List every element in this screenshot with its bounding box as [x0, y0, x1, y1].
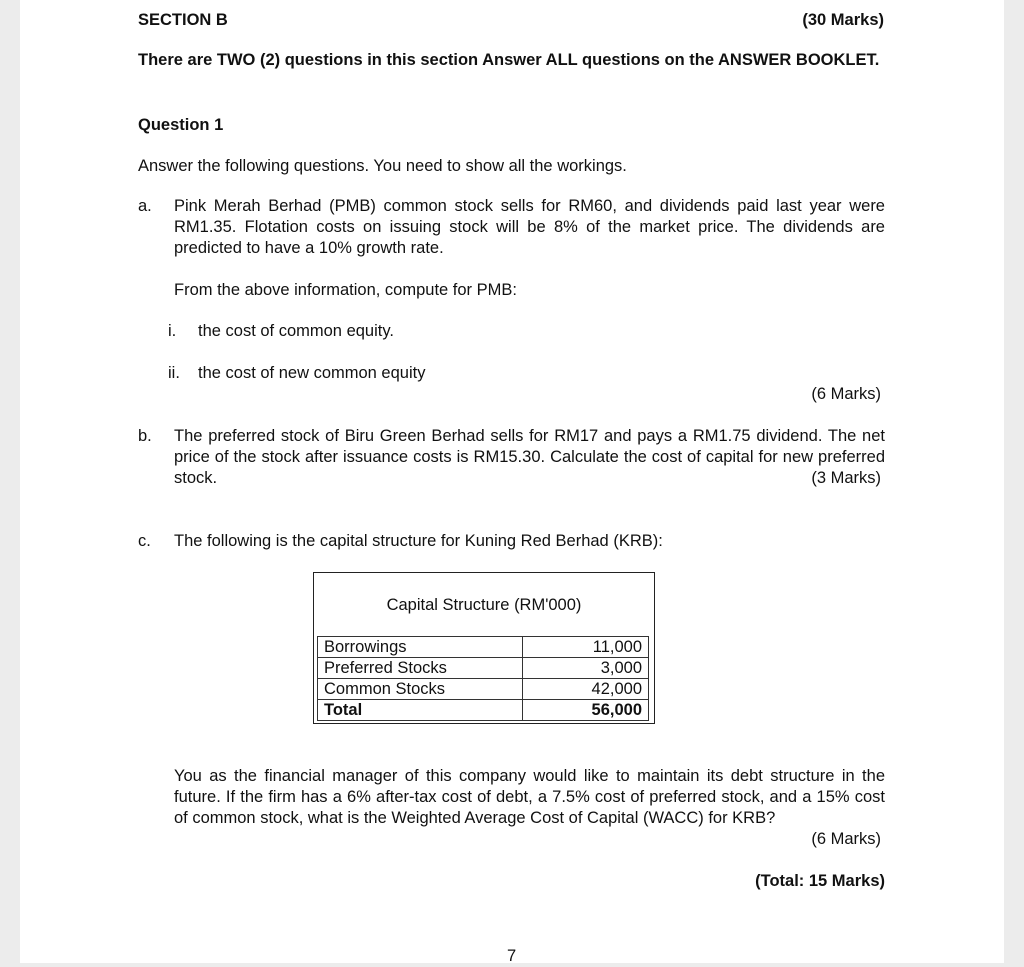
- part-a-prompt: From the above information, compute for PMB:: [174, 281, 517, 299]
- sub-item-label: ii.: [168, 364, 180, 382]
- part-b-text: The preferred stock of Biru Green Berhad sells for RM17 and pays a RM1.75 dividend. The net price of the stock after issuance costs is RM15.30. Calculate the cost of capital for new preferred stock.: [174, 427, 885, 487]
- total-marks: (Total: 15 Marks): [755, 872, 885, 890]
- exam-page: [20, 0, 1004, 963]
- part-c-follow-up: You as the financial manager of this company would like to maintain its debt structure in the future. If the firm has a 6% after-tax cost of debt, a 7.5% cost of preferred stock, and a 15% cost of common stock, what is the Weighted Average Cost of Capital (WACC) for KRB?: [174, 767, 885, 827]
- instructions: There are TWO (2) questions in this section Answer ALL questions on the ANSWER BOOKLET.: [138, 51, 880, 69]
- row-item: Preferred Stocks: [318, 658, 523, 679]
- capital-structure-table: [313, 572, 655, 724]
- table-row: [318, 658, 649, 679]
- sub-item-label: i.: [168, 322, 177, 340]
- table-total-row: [318, 700, 649, 721]
- page-number: 7: [507, 947, 517, 965]
- row-value: 3,000: [523, 658, 649, 679]
- section-marks: (30 Marks): [802, 11, 884, 29]
- table-row: [318, 637, 649, 658]
- part-a-text: Pink Merah Berhad (PMB) common stock sells for RM60, and dividends paid last year were RM1.35. Flotation costs on issuing stock will be 8% of the market price. The dividends are predicted to have a 10% growth rate.: [174, 197, 885, 257]
- part-b-marks: (3 Marks): [805, 468, 881, 489]
- row-item: Common Stocks: [318, 679, 523, 700]
- table-row: [318, 679, 649, 700]
- total-label: Total: [318, 700, 523, 721]
- row-value: 42,000: [523, 679, 649, 700]
- table-body: [317, 636, 649, 721]
- part-c-text: The following is the capital structure for Kuning Red Berhad (KRB):: [174, 532, 663, 550]
- table-title: Capital Structure (RM'000): [386, 596, 582, 614]
- question-title: Question 1: [138, 116, 224, 134]
- part-c-label: c.: [138, 532, 151, 550]
- sub-item-text: the cost of new common equity: [198, 364, 426, 382]
- part-a-marks: (6 Marks): [811, 385, 881, 403]
- part-a-label: a.: [138, 197, 152, 215]
- part-c-marks: (6 Marks): [805, 829, 881, 850]
- part-b-label: b.: [138, 427, 152, 445]
- row-value: 11,000: [523, 637, 649, 658]
- sub-item-text: the cost of common equity.: [198, 322, 394, 340]
- section-title: SECTION B: [138, 11, 228, 29]
- row-item: Borrowings: [318, 637, 523, 658]
- total-value: 56,000: [523, 700, 649, 721]
- question-intro: Answer the following questions. You need to show all the workings.: [138, 157, 627, 175]
